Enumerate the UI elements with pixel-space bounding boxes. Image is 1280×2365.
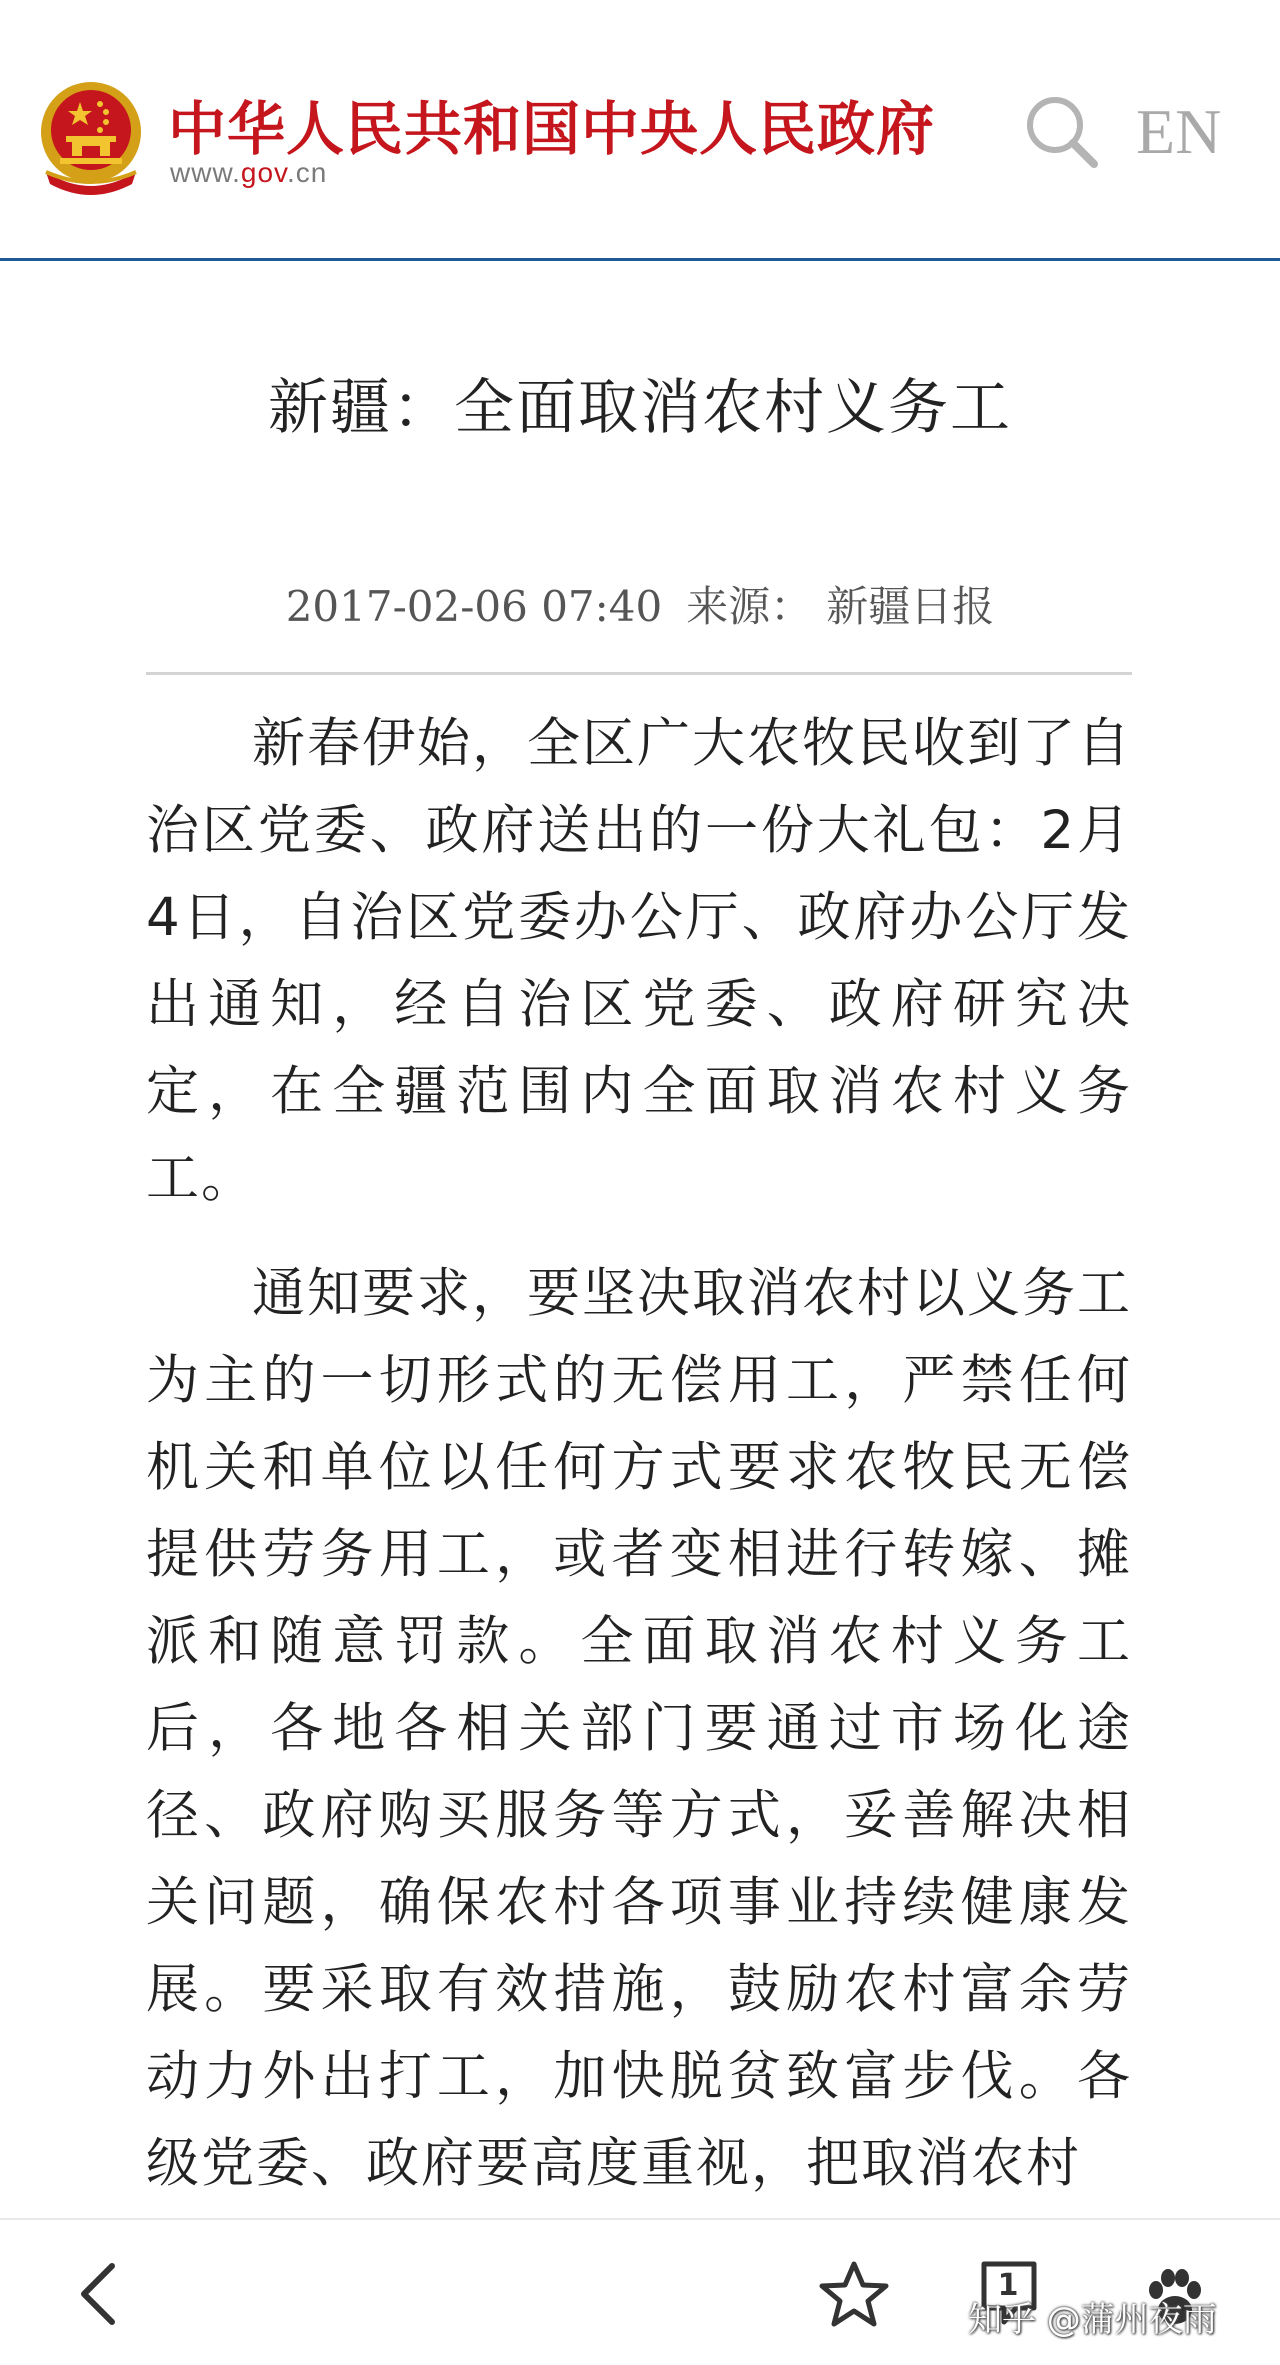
article-source: 新疆日报 (826, 582, 995, 631)
url-domain: gov (240, 157, 287, 188)
search-icon[interactable] (1022, 92, 1102, 172)
source-label: 来源： (686, 582, 813, 631)
article-title: 新疆：全面取消农村义务工 (268, 373, 1012, 443)
back-arrow-icon[interactable] (70, 2258, 130, 2330)
site-url (170, 157, 327, 189)
article-paragraph: 通知要求，要坚决取消农村以义务工为主的一切形式的无偿用工，严禁任何机关和单位以任何方式要求农牧民无偿提供劳务用工，或者变相进行转嫁、摊派和随意罚款。全面取消农村义务工后，各地各相关部门要通过市场化途径、政府购买服务等方式，妥善解决相关问题，确保农村各项事业持续健康发展。要采取有效措施，鼓励农村富余劳动力外出打工，加快脱贫致富步伐。各级党委、政府要高度重视，把取消农村 (146, 1263, 1132, 2194)
article-body (146, 700, 1132, 2220)
site-header (0, 0, 1280, 261)
national-emblem-icon[interactable] (36, 80, 146, 198)
url-prefix: www. (170, 157, 241, 188)
article-paragraph: 新春伊始，全区广大农牧民收到了自治区党委、政府送出的一份大礼包：2月4日，自治区党委办公厅、政府办公厅发出通知，经自治区党委、政府研究决定，在全疆范围内全面取消农村义务工。 (146, 713, 1132, 1209)
zhihu-watermark: 知乎 @蒲州夜雨 (968, 2300, 1217, 2340)
publish-datetime: 2017-02-06 07:40 (285, 582, 663, 631)
article-meta (0, 574, 1280, 634)
url-suffix: .cn (286, 157, 328, 188)
comment-count: 1 (997, 2268, 1019, 2303)
site-title[interactable]: 中华人民共和国中央人民政府 (168, 95, 936, 163)
bottom-toolbar (0, 2218, 1280, 2365)
meta-divider (146, 672, 1132, 675)
star-icon[interactable] (818, 2258, 890, 2330)
language-toggle[interactable]: EN (1136, 96, 1222, 167)
